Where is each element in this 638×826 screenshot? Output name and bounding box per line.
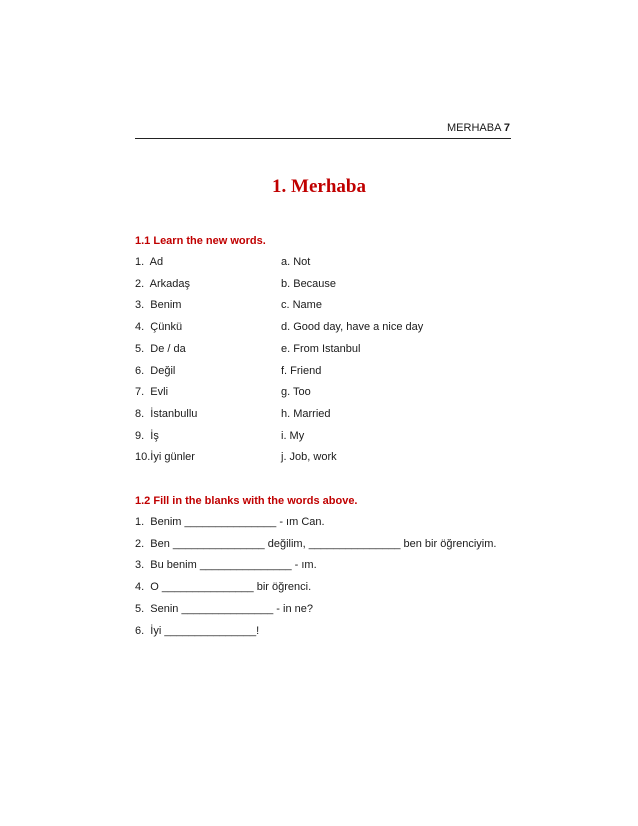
- page-number: 7: [503, 122, 510, 134]
- fill-blank-item: 4. O _______________ bir öğrenci.: [135, 581, 312, 594]
- turkish-word: 4. Çünkü: [135, 321, 183, 334]
- fill-blank-item: 6. İyi _______________!: [135, 624, 260, 637]
- english-meaning: j. Job, work: [281, 451, 337, 464]
- turkish-word: 6. Değil: [135, 364, 176, 377]
- english-meaning: a. Not: [281, 256, 311, 268]
- fill-blank-item: 2. Ben _______________ değilim, _______________ ben bir öğrenciyim.: [135, 537, 497, 550]
- english-meaning: f. Friend: [281, 364, 322, 377]
- english-meaning: e. From Istanbul: [281, 342, 361, 355]
- section-heading-fill-blanks: 1.2 Fill in the blanks with the words above.: [135, 495, 358, 507]
- english-meaning: h. Married: [281, 407, 331, 420]
- turkish-word: 7. Evli: [135, 386, 169, 399]
- english-meaning: c. Name: [281, 299, 322, 312]
- fill-blank-item: 5. Senin _______________ - in ne?: [135, 602, 313, 615]
- fill-blank-item: 1. Benim _______________ - ım Can.: [135, 516, 325, 528]
- turkish-word: 10.İyi günler: [135, 451, 195, 464]
- english-meaning: d. Good day, have a nice day: [281, 321, 424, 334]
- english-meaning: i. My: [281, 429, 305, 442]
- english-meaning: g. Too: [281, 386, 311, 399]
- section-heading-learn-words: 1.1 Learn the new words.: [135, 235, 266, 247]
- turkish-word: 8. İstanbullu: [135, 407, 198, 420]
- header-rule: [135, 138, 511, 139]
- turkish-word: 5. De / da: [135, 342, 186, 355]
- turkish-word: 1. Ad: [135, 256, 164, 268]
- turkish-word: 2. Arkadaş: [135, 277, 191, 290]
- turkish-word: 3. Benim: [135, 299, 182, 312]
- chapter-title: 1. Merhaba: [272, 176, 366, 197]
- header-label: MERHABA: [447, 122, 501, 134]
- fill-blank-item: 3. Bu benim _______________ - ım.: [135, 559, 317, 572]
- page-header: [135, 122, 510, 134]
- english-meaning: b. Because: [281, 277, 337, 290]
- turkish-word: 9. İş: [135, 429, 159, 442]
